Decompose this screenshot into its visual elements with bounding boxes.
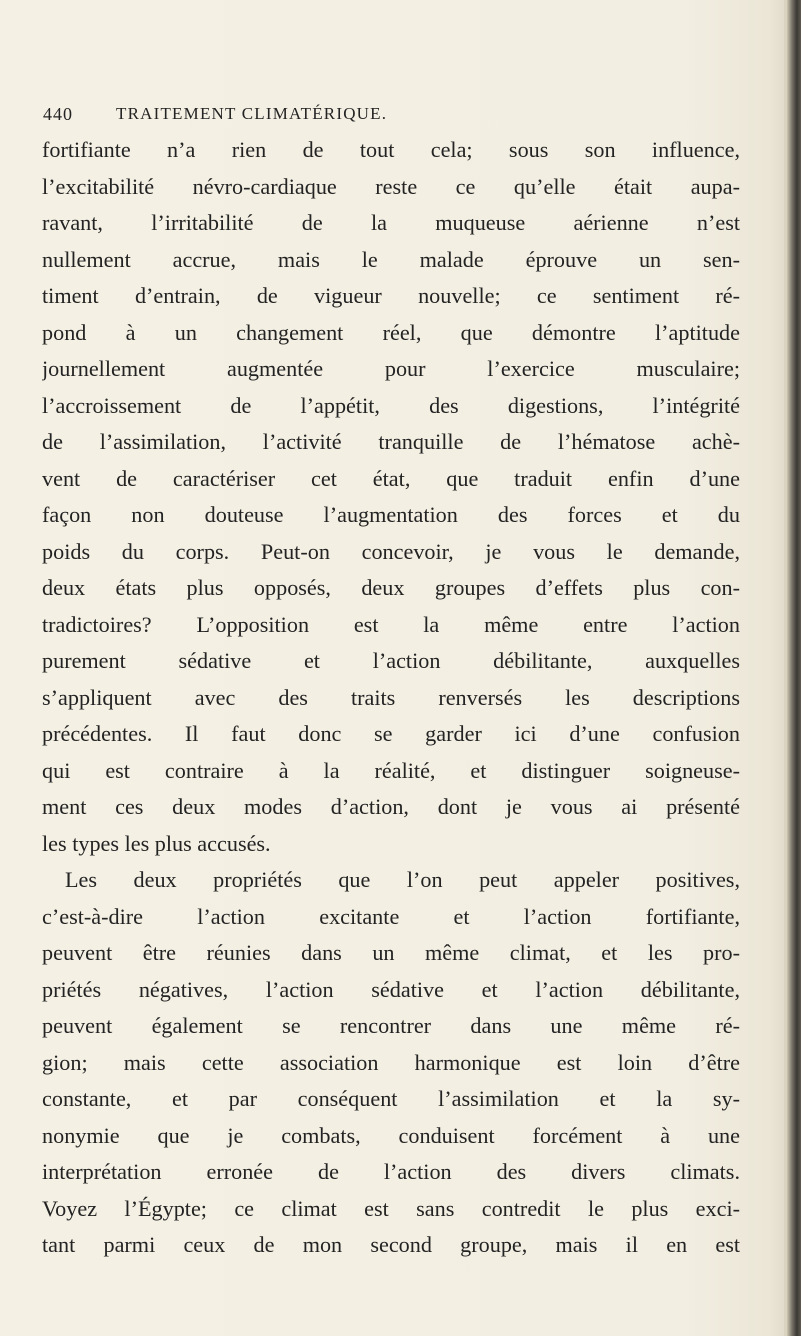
- text-line: nonymie que je combats, conduisent forcément à une: [42, 1122, 740, 1148]
- text-line: précédentes. Il faut donc se garder ici d’une confusion: [42, 721, 740, 746]
- book-spine-shadow: [787, 0, 801, 1336]
- text-line: priétés négatives, l’action sédative et l’action débilitante,: [42, 976, 740, 1002]
- text-line: deux états plus opposés, deux groupes d’effets plus con-: [42, 575, 740, 600]
- text-line: Voyez l’Égypte; ce climat est sans contredit le plus exci-: [42, 1195, 740, 1221]
- text-line: interprétation erronée de l’action des divers climats.: [42, 1159, 740, 1184]
- text-line-paragraph-end: les types les plus accusés.: [42, 830, 271, 856]
- text-line: ravant, l’irritabilité de la muqueuse aérienne n’est: [42, 210, 740, 235]
- text-line-paragraph-start: Les deux propriétés que l’on peut appeler positives,: [65, 867, 740, 892]
- text-line: fortifiante n’a rien de tout cela; sous son influence,: [42, 137, 740, 162]
- page-number: 440: [43, 104, 73, 124]
- text-line: journellement augmentée pour l’exercice musculaire;: [42, 356, 740, 381]
- text-line: vent de caractériser cet état, que traduit enfin d’une: [42, 465, 740, 491]
- running-title: TRAITEMENT CLIMATÉRIQUE.: [116, 104, 388, 123]
- body-text: [42, 132, 740, 1264]
- text-line: façon non douteuse l’augmentation des forces et du: [42, 502, 740, 527]
- text-line: gion; mais cette association harmonique est loin d’être: [42, 1049, 740, 1075]
- text-line: l’excitabilité névro-cardiaque reste ce qu’elle était aupa-: [42, 173, 740, 199]
- text-line: purement sédative et l’action débilitante, auxquelles: [42, 648, 740, 673]
- text-line: tradictoires? L’opposition est la même entre l’action: [42, 611, 740, 637]
- text-line: peuvent également se rencontrer dans une même ré-: [42, 1013, 740, 1038]
- text-line: pond à un changement réel, que démontre l’aptitude: [42, 319, 740, 345]
- text-line: timent d’entrain, de vigueur nouvelle; ce sentiment ré-: [42, 283, 740, 308]
- text-line: tant parmi ceux de mon second groupe, mais il en est: [42, 1232, 740, 1257]
- text-line: ment ces deux modes d’action, dont je vous ai présenté: [42, 794, 740, 819]
- text-line: qui est contraire à la réalité, et distinguer soigneuse-: [42, 757, 740, 783]
- text-line: c’est-à-dire l’action excitante et l’action fortifiante,: [42, 903, 740, 929]
- text-line: s’appliquent avec des traits renversés les descriptions: [42, 684, 740, 710]
- text-line: peuvent être réunies dans un même climat, et les pro-: [42, 940, 740, 965]
- running-header: [43, 100, 743, 128]
- text-line: constante, et par conséquent l’assimilation et la sy-: [42, 1086, 740, 1111]
- text-line: nullement accrue, mais le malade éprouve un sen-: [42, 246, 740, 272]
- text-line: poids du corps. Peut-on concevoir, je vous le demande,: [42, 538, 740, 564]
- text-line: de l’assimilation, l’activité tranquille de l’hématose achè-: [42, 429, 740, 454]
- text-line: l’accroissement de l’appétit, des digestions, l’intégrité: [42, 392, 740, 418]
